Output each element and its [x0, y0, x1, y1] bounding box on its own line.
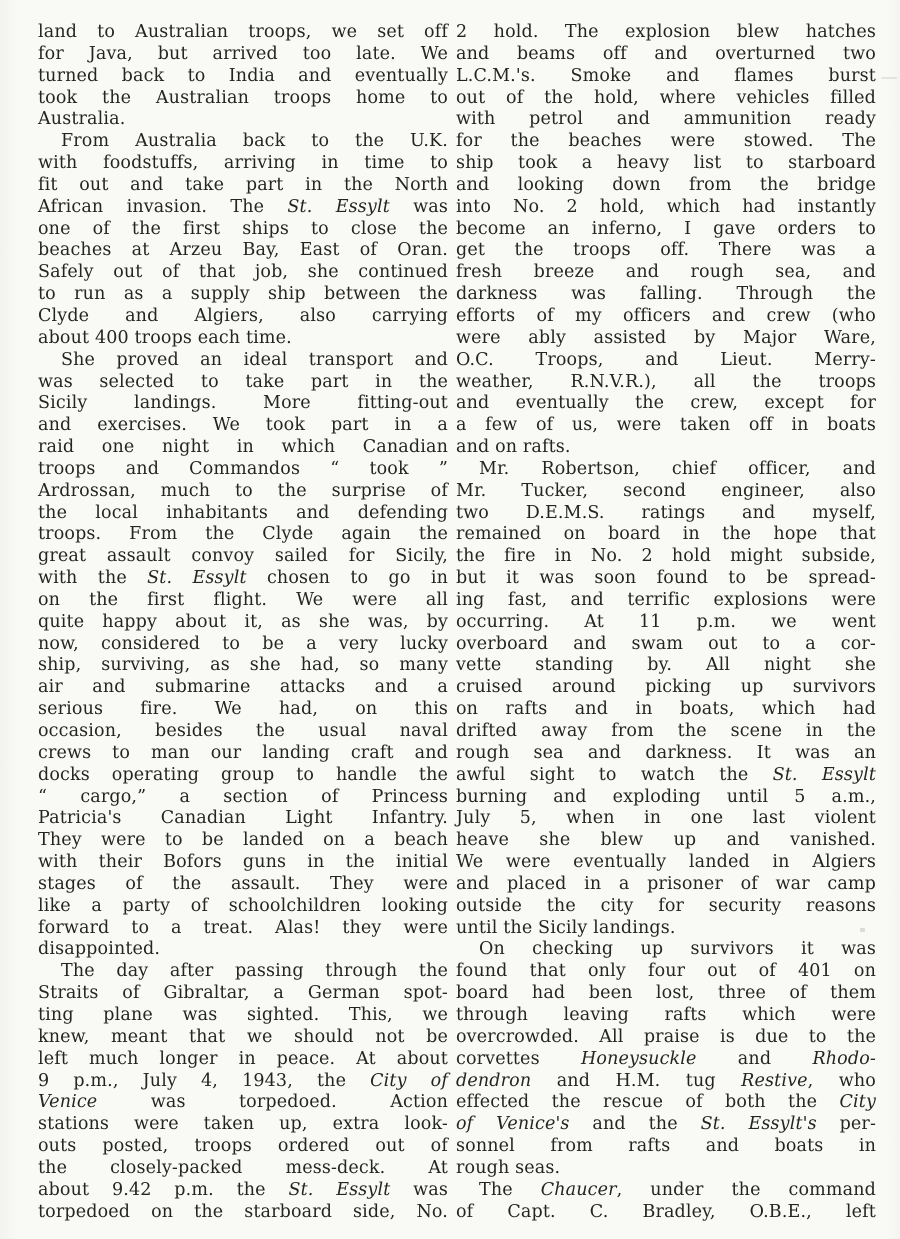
- text-line: outside the city for security reasons: [456, 895, 876, 916]
- text-line: Safely out of that job, she continued: [38, 262, 448, 283]
- text-line: remained on board in the hope that: [456, 524, 876, 545]
- text-line: of Capt. C. Bradley, O.B.E., left: [456, 1201, 876, 1222]
- text-line: occasion, besides the usual naval: [38, 721, 448, 741]
- text-line: out of the hold, where vehicles filled: [456, 87, 876, 108]
- text-line: with petrol and ammunition ready: [456, 109, 876, 130]
- text-line: stages of the assault. They were: [38, 873, 448, 894]
- text-line: for the beaches were stowed. The: [456, 131, 876, 152]
- text-line: The Chaucer, under the command: [479, 1179, 876, 1200]
- paragraph: [38, 961, 448, 1223]
- text-line: On checking up survivors it was: [479, 939, 876, 960]
- text-line: Mr. Robertson, chief officer, and: [479, 458, 876, 479]
- text-line: about 400 troops each time.: [38, 327, 292, 348]
- paragraph: [38, 131, 448, 349]
- text-line: darkness was falling. Through the: [456, 284, 876, 305]
- text-line: troops. From the Clyde again the: [38, 524, 448, 545]
- text-line: dendron and H.M. tug Restive, who: [456, 1070, 876, 1091]
- text-line: raid one night in which Canadian: [38, 437, 448, 458]
- text-line: rough sea and darkness. It was an: [456, 742, 876, 763]
- text-line: drifted away from the scene in the: [456, 721, 876, 741]
- text-line: through leaving rafts which were: [456, 1004, 876, 1025]
- text-line: was selected to take part in the: [38, 371, 448, 392]
- text-line: and placed in a prisoner of war camp: [456, 873, 876, 894]
- text-line: overcrowded. All praise is due to the: [456, 1026, 876, 1047]
- text-line: efforts of my officers and crew (who: [456, 305, 876, 326]
- text-line: 9 p.m., July 4, 1943, the City of: [38, 1070, 448, 1091]
- text-line: Patricia's Canadian Light Infantry.: [38, 808, 448, 829]
- text-line: and looking down from the bridge: [456, 174, 876, 195]
- scan-artifact-speck: [860, 928, 865, 932]
- text-line: forward to a treat. Alas! they were: [38, 917, 448, 938]
- text-line: awful sight to watch the St. Essylt: [456, 764, 876, 785]
- text-line: outs posted, troops ordered out of: [38, 1136, 448, 1157]
- text-line: on rafts and in boats, which had: [456, 699, 876, 720]
- text-line: overboard and swam out to a cor-: [456, 633, 876, 654]
- text-line: She proved an ideal transport and: [61, 349, 448, 370]
- text-line: Venice was torpedoed. Action: [38, 1092, 448, 1113]
- text-line: quite happy about it, as she was, by: [38, 611, 448, 632]
- paragraph: [456, 459, 876, 940]
- text-line: now, considered to be a very lucky: [38, 633, 448, 654]
- text-line: of Venice's and the St. Essylt's per-: [456, 1114, 877, 1135]
- paragraph: [38, 22, 448, 131]
- text-line: fit out and take part in the North: [38, 174, 448, 195]
- text-line: board had been lost, three of them: [456, 983, 876, 1004]
- text-line: Clyde and Algiers, also carrying: [38, 305, 448, 326]
- text-line: effected the rescue of both the City: [456, 1092, 876, 1113]
- text-line: The day after passing through the: [61, 961, 448, 982]
- text-line: heave she blew up and vanished.: [456, 830, 876, 851]
- text-line: found that only four out of 401 on: [456, 961, 876, 982]
- text-line: docks operating group to handle the: [38, 764, 448, 785]
- text-line: cruised around picking up survivors: [456, 677, 876, 698]
- text-line: torpedoed on the starboard side, No.: [38, 1201, 448, 1222]
- text-line: great assault convoy sailed for Sicily,: [38, 546, 448, 567]
- text-line: Australia.: [38, 109, 126, 130]
- text-line: L.C.M.'s. Smoke and flames burst: [456, 65, 876, 86]
- text-line: burning and exploding until 5 a.m.,: [456, 786, 876, 807]
- text-line: Sicily landings. More fitting-out: [38, 393, 448, 414]
- text-line: vette standing by. All night she: [456, 655, 876, 676]
- text-line: African invasion. The St. Essylt was: [38, 196, 448, 217]
- text-line: and exercises. We took part in a: [38, 415, 448, 436]
- text-line: turned back to India and eventually: [38, 65, 448, 86]
- text-line: crews to man our landing craft and: [38, 742, 448, 763]
- text-line: one of the first ships to close the: [38, 218, 448, 239]
- text-line: beaches at Arzeu Bay, East of Oran.: [38, 240, 448, 261]
- text-line: weather, R.N.V.R.), all the troops: [456, 371, 876, 392]
- text-line: ing fast, and terrific explosions were: [456, 589, 876, 610]
- paragraph: [456, 1180, 876, 1224]
- text-line: about 9.42 p.m. the St. Essylt was: [38, 1179, 449, 1200]
- text-line: sonnel from rafts and boats in: [456, 1136, 876, 1157]
- text-line: the fire in No. 2 hold might subside,: [456, 546, 876, 567]
- text-line: O.C. Troops, and Lieut. Merry-: [456, 349, 876, 370]
- text-line: corvettes Honeysuckle and Rhodo-: [456, 1048, 876, 1069]
- text-line: on the first flight. We were all: [38, 589, 448, 610]
- text-line: July 5, when in one last violent: [456, 808, 876, 829]
- text-line: get the troops off. There was a: [456, 240, 876, 261]
- text-line: but it was soon found to be spread-: [456, 568, 876, 589]
- text-line: ting plane was sighted. This, we: [38, 1004, 448, 1025]
- text-line: 2 hold. The explosion blew hatches: [456, 22, 876, 42]
- text-line: serious fire. We had, on this: [38, 699, 448, 720]
- text-line: left much longer in peace. At about: [38, 1048, 448, 1069]
- text-line: like a party of schoolchildren looking: [38, 895, 448, 916]
- text-line: were ably assisted by Major Ware,: [456, 327, 876, 348]
- text-line: into No. 2 hold, which had instantly: [456, 196, 876, 217]
- text-line: rough seas.: [456, 1157, 561, 1178]
- text-line: for Java, but arrived too late. We: [38, 43, 448, 64]
- text-line: become an inferno, I gave orders to: [456, 218, 876, 239]
- text-line: with the St. Essylt chosen to go in: [38, 568, 449, 589]
- text-line: land to Australian troops, we set off: [38, 22, 448, 42]
- text-line: with foodstuffs, arriving in time to: [38, 153, 448, 174]
- text-line: took the Australian troops home to: [38, 87, 448, 108]
- text-line: We were eventually landed in Algiers: [456, 852, 876, 873]
- text-line: and eventually the crew, except for: [456, 393, 876, 414]
- text-line: a few of us, were taken off in boats: [456, 415, 876, 436]
- text-line: two D.E.M.S. ratings and myself,: [456, 502, 876, 523]
- text-line: until the Sicily landings.: [456, 917, 676, 938]
- text-line: the local inhabitants and defending: [38, 502, 448, 523]
- text-line: and beams off and overturned two: [456, 43, 876, 64]
- text-line: fresh breeze and rough sea, and: [456, 262, 876, 283]
- text-column-left: [38, 22, 448, 1223]
- text-line: troops and Commandos “ took ”: [38, 458, 448, 479]
- scan-artifact-dash: [881, 77, 897, 79]
- paragraph: [456, 939, 876, 1179]
- text-line: to run as a supply ship between the: [38, 284, 448, 305]
- text-line: with their Bofors guns in the initial: [38, 852, 448, 873]
- text-line: Straits of Gibraltar, a German spot-: [38, 983, 448, 1004]
- text-line: Mr. Tucker, second engineer, also: [456, 480, 876, 501]
- text-line: knew, meant that we should not be: [38, 1026, 448, 1047]
- text-line: ship took a heavy list to starboard: [456, 153, 876, 174]
- paragraph: [456, 22, 876, 459]
- text-column-right: [456, 22, 876, 1223]
- text-line: disappointed.: [38, 939, 161, 960]
- text-line: stations were taken up, extra look-: [38, 1114, 448, 1135]
- text-line: “ cargo,” a section of Princess: [38, 786, 448, 807]
- text-line: From Australia back to the U.K.: [61, 131, 448, 152]
- text-line: air and submarine attacks and a: [38, 677, 448, 698]
- text-line: They were to be landed on a beach: [38, 830, 448, 851]
- text-line: the closely-packed mess-deck. At: [38, 1157, 448, 1178]
- text-line: occurring. At 11 p.m. we went: [456, 611, 876, 632]
- paragraph: [38, 350, 448, 962]
- text-line: ship, surviving, as she had, so many: [38, 655, 448, 676]
- text-line: Ardrossan, much to the surprise of: [38, 480, 448, 501]
- text-line: and on rafts.: [456, 437, 571, 458]
